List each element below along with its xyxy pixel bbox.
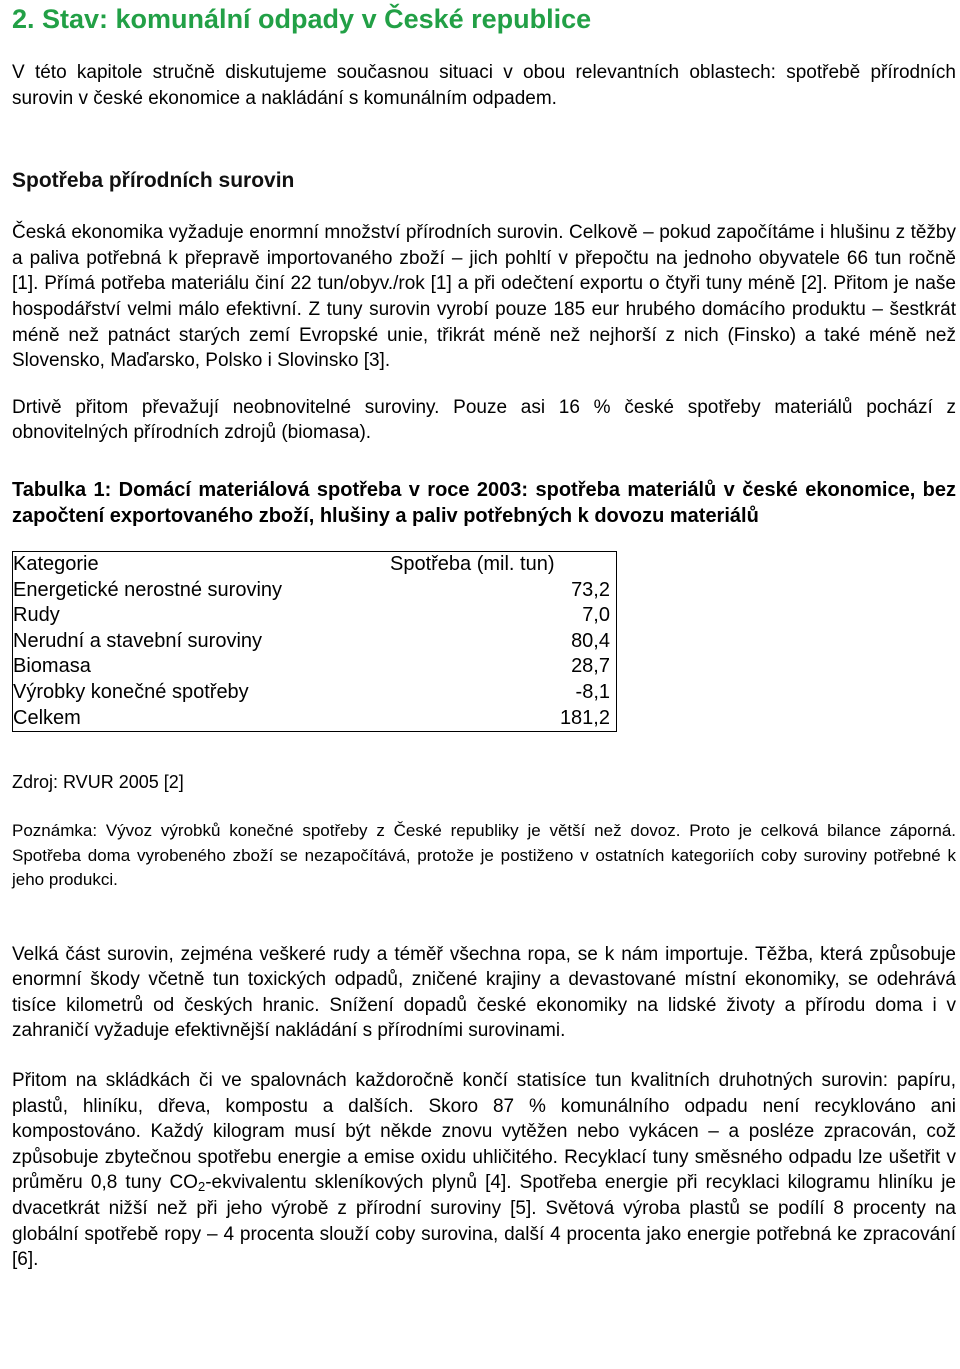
paragraph-imports: Velká část surovin, zejména veškeré rudy a téměř všechna ropa, se k nám importuje. Těžba, která způsobuje enormní škody včetně tun toxických odpadů, zničené krajiny a devastované místní ekonomiky, se odehrává tisíce kilometrů od českých hranic. Snížení dopadů české ekonomiky na lidské životy a přírodu doma i v zahraničí vyžaduje efektivnější nakládání s přírodními surovinami. [12, 943, 956, 1042]
intro-paragraph: V této kapitole stručně diskutujeme současnou situaci v obou relevantních oblastech: spotřebě přírodních surovin v české ekonomice a nakládání s komunálním odpadem. [12, 62, 956, 109]
column-header-consumption: Spotřeba (mil. tun) [390, 552, 555, 575]
table-row-total [13, 706, 617, 732]
table-row [13, 603, 617, 629]
paragraph-consumption: Česká ekonomika vyžaduje enormní množství přírodních surovin. Celkově – pokud započítáme i hlušinu z těžby a paliva potřebná k přepravě importovaného zboží – jich pohltí v přepočtu na jednoho obyvatele 66 tun ročně [1]. Přímá potřeba materiálu činí 22 tun/obyv./rok [1] a při odečtení exportu o čtyři tuny méně [2]. Přitom je naše hospodářství velmi málo efektivní. Z tuny surovin vyrobí pouze 185 eur hrubého domácího produktu – šestkrát méně než patnáct starých zemí Evropské unie, třikrát méně než nejhorší z nich (Finsko) a také méně než Slovensko, Maďarsko, Polsko i Slovinsko [3]. [12, 222, 956, 372]
table-row [13, 578, 617, 604]
table-cell-category: Energetické nerostné suroviny [13, 578, 283, 601]
table-cell-category: Nerudní a stavební suroviny [13, 629, 263, 652]
section-heading: Spotřeba přírodních surovin [12, 169, 295, 193]
table-note: Poznámka: Vývoz výrobků konečné spotřeby z České republiky je větší než dovoz. Proto je celková bilance záporná. Spotřeba doma vyrobeného zboží se nezapočítává, protože je postiženo v ostatních kategoriích coby suroviny potřebné k jeho produkci. [12, 821, 956, 890]
table-cell-value: 181,2 [559, 706, 610, 729]
table-caption: Tabulka 1: Domácí materiálová spotřeba v roce 2003: spotřeba materiálů v české ekonomice, bez započtení exportovaného zboží, hlušiny a paliv potřebných k dovozu materiálů [12, 478, 956, 527]
table-cell-value: 28,7 [571, 655, 610, 678]
paragraph-recycling-part-1: Přitom na skládkách či ve spalovnách každoročně končí statisíce tun kvalitních druhotných surovin: papíru, plastů, hliníku, dřeva, kompostu a dalších. Skoro 87 % komunálního odpadu není recyklováno ani kompostováno. Každý kilogram musí být někde znovu vytěžen nebo vykácen – a posléze zpracován, což způsobuje zbytečnou spotřebu energie a emise oxidu uhličitého. Recyklací tuny směsného odpadu lze ušetřit v průměru 0,8 tuny CO [12, 1069, 956, 1194]
table-cell-category: Výrobky konečné spotřeby [13, 680, 249, 703]
document-page [12, 0, 956, 1273]
table-cell-category: Rudy [13, 604, 60, 627]
table-row [13, 629, 617, 655]
table-cell-value: -8,1 [575, 680, 610, 703]
table-header-row [13, 551, 617, 577]
material-consumption-table [12, 551, 617, 732]
paragraph-recycling-part-2: -ekvivalentu skleníkových plynů [4]. Spotřeba energie při recyklaci kilogramu hliníku je dvacetkrát nižší než při jeho výrobě z přírodní suroviny [5]. Světová výroba plastů se podílí 8 procenty na globální spotřebě ropy – 4 procenta slouží coby surovina, další 4 procenta jako energie potřebná ke zpracování [6]. [12, 1172, 956, 1271]
co2-subscript: 2 [197, 1179, 206, 1195]
paragraph-nonrenewable: Drtivě přitom převažují neobnovitelné suroviny. Pouze asi 16 % české spotřeby materiálů pochází z obnovitelných přírodních zdrojů (biomasa). [12, 396, 956, 444]
table-row [13, 654, 617, 680]
table-source: Zdroj: RVUR 2005 [2] [12, 772, 184, 793]
table-cell-value: 73,2 [571, 578, 610, 601]
table-cell-category: Biomasa [13, 655, 91, 678]
paragraph-recycling [12, 1068, 956, 1273]
chapter-heading: 2. Stav: komunální odpady v České republice [12, 4, 592, 34]
table-cell-value: 80,4 [571, 629, 610, 652]
table-cell-value: 7,0 [582, 604, 610, 627]
table-row [13, 680, 617, 706]
table-cell-category: Celkem [13, 706, 81, 729]
column-header-category: Kategorie [13, 552, 99, 575]
